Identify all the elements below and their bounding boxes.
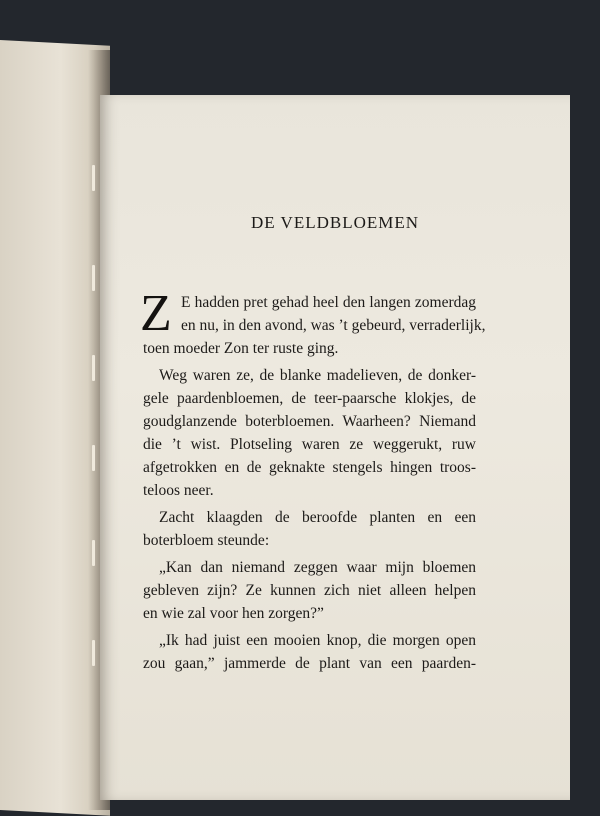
paragraph: [143, 506, 476, 552]
text-line: gele paardenbloemen, de teer-paarsche klokjes, de: [143, 390, 476, 407]
paragraph: [143, 629, 476, 675]
text-line: gebleven zijn? Ze kunnen zich niet alleen helpen: [143, 582, 476, 599]
text-line: E hadden pret gehad heel den langen zomerdag: [181, 294, 476, 311]
text-line: teloos neer.: [143, 482, 214, 499]
paragraph: [143, 556, 476, 625]
text-line: Zacht klaagden de beroofde planten en een: [159, 509, 476, 526]
binding-stitch: [92, 355, 95, 381]
binding-stitch: [92, 265, 95, 291]
paragraph: [143, 364, 476, 502]
text-line: boterbloem steunde:: [143, 532, 270, 549]
text-line: en nu, in den avond, was ’t gebeurd, verraderlijk,: [181, 317, 486, 334]
text-line: „Kan dan niemand zeggen waar mijn bloemen: [159, 559, 476, 576]
text-line: zou gaan,” jammerde de plant van een paarden-: [143, 655, 476, 672]
text-line: goudglanzende boterbloemen. Waarheen? Niemand: [143, 413, 476, 430]
text-line: afgetrokken en de geknakte stengels hingen troos-: [143, 459, 476, 476]
text-line: en wie zal voor hen zorgen?”: [143, 605, 324, 622]
paragraph: [140, 285, 486, 360]
text-line: Weg waren ze, de blanke madelieven, de donker-: [159, 367, 476, 384]
binding-stitch: [92, 165, 95, 191]
binding-stitch: [92, 640, 95, 666]
binding-stitch: [92, 540, 95, 566]
text-line: toen moeder Zon ter ruste ging.: [143, 340, 339, 357]
binding-stitch: [92, 445, 95, 471]
page-title: DE VELDBLOEMEN: [250, 213, 420, 232]
text-line: die ’t wist. Plotseling waren ze weggerukt, ruw: [143, 436, 476, 453]
right-page: [100, 95, 570, 800]
body-text: [140, 285, 486, 675]
text-line: „Ik had juist een mooien knop, die morgen open: [159, 632, 476, 649]
drop-cap: Z: [140, 285, 172, 342]
